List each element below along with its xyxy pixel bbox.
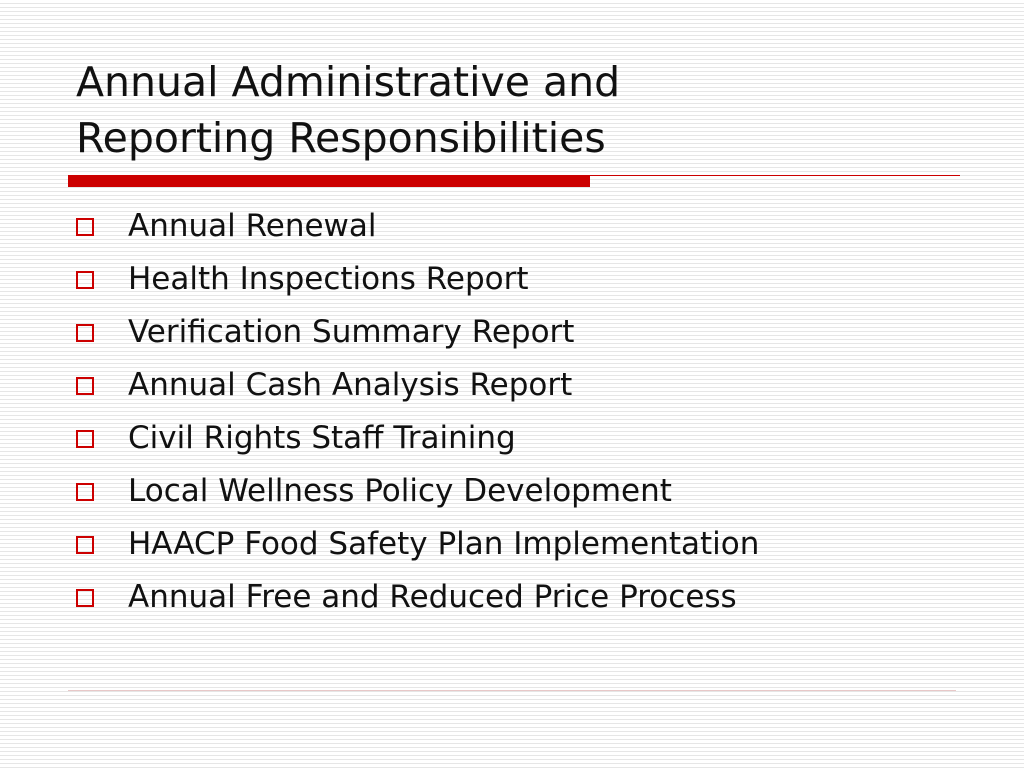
square-bullet-icon xyxy=(76,271,94,289)
bullet-text: Local Wellness Policy Development xyxy=(128,473,672,509)
square-bullet-icon xyxy=(76,589,94,607)
bullet-item xyxy=(76,575,759,628)
square-bullet-icon xyxy=(76,483,94,501)
square-bullet-icon xyxy=(76,536,94,554)
square-bullet-icon xyxy=(76,324,94,342)
square-bullet-icon xyxy=(76,377,94,395)
slide-title-line-2: Reporting Responsibilities xyxy=(76,114,606,162)
bullet-text: Civil Rights Staff Training xyxy=(128,420,516,456)
bullet-item xyxy=(76,257,759,310)
bullet-item xyxy=(76,204,759,257)
bullet-text: Annual Cash Analysis Report xyxy=(128,367,573,403)
bullet-text: Annual Free and Reduced Price Process xyxy=(128,579,737,615)
bullet-item xyxy=(76,416,759,469)
footer-divider xyxy=(68,690,956,691)
bullet-text: Annual Renewal xyxy=(128,208,377,244)
square-bullet-icon xyxy=(76,430,94,448)
slide-title xyxy=(76,54,956,166)
square-bullet-icon xyxy=(76,218,94,236)
bullet-text: HAACP Food Safety Plan Implementation xyxy=(128,526,760,562)
bullet-item xyxy=(76,522,759,575)
bullet-item xyxy=(76,363,759,416)
bullet-list xyxy=(76,204,759,628)
bullet-item xyxy=(76,310,759,363)
bullet-item xyxy=(76,469,759,522)
bullet-text: Health Inspections Report xyxy=(128,261,529,297)
slide-title-line-1: Annual Administrative and xyxy=(76,58,621,106)
title-underline-thick xyxy=(68,175,590,187)
bullet-text: Verification Summary Report xyxy=(128,314,575,350)
title-underline-thin xyxy=(590,175,960,176)
